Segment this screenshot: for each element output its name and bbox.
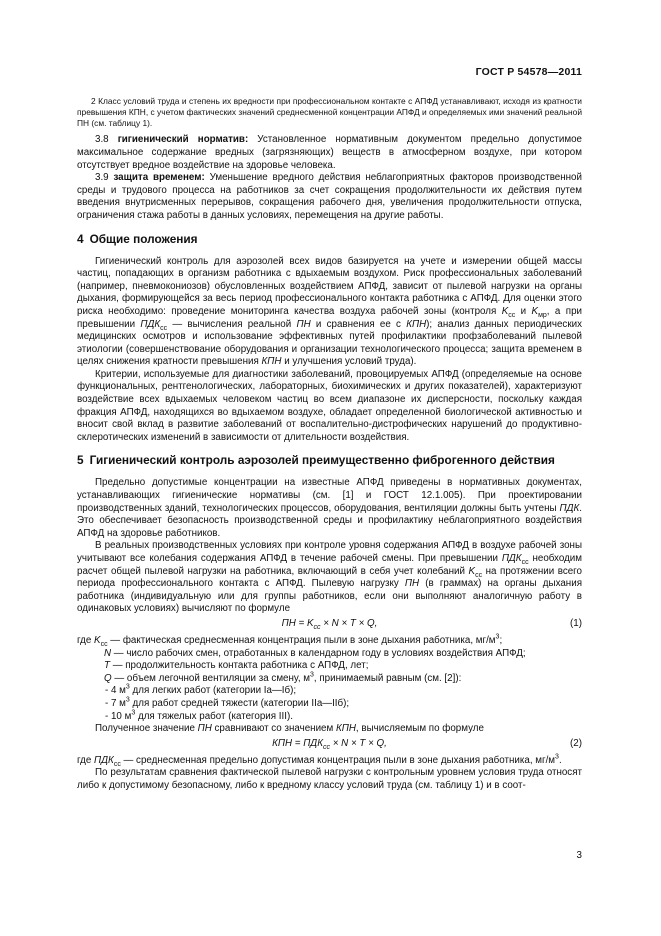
section-title: Общие положения: [89, 231, 198, 246]
formula-number: (1): [570, 617, 582, 629]
section-title: Гигиенический контроль аэрозолей преимущественно фиброгенного действия: [89, 453, 555, 468]
list-item: - 7 $м^3$ для работ средней тяжести (категории IIа—IIб);: [105, 696, 350, 709]
definition-term: защита временем:: [113, 172, 205, 184]
page-number: 3: [576, 850, 582, 861]
document-body: [77, 96, 582, 793]
table-note: 2 Класс условий труда и степень их вредности при профессиональном контакте с АПФД устанавливают, исходя из кратности превышения КПН, с учетом фактических значений среднесменной концентрации АПФД и определяемых ими значений реальной ПН (см. таблицу 1).: [77, 96, 582, 128]
definition-N: N — число рабочих смен, отработанных в календарном году в условиях воздействия АПФД;: [104, 647, 526, 659]
section-4-heading: [77, 232, 582, 247]
definition-text: Уменьшение вредного действия неблагоприятных факторов производственной среды и трудового процесса на работников за счет сокращения продолжительности их действия путем введения внутрисменных перерывов, сокращения рабочего дня, увеличения продолжительности отпуска, ограничения стажа работы в данных условиях, перемещения на другие работы.: [77, 172, 582, 221]
list-item: - 10 $м^3$ для тяжелых работ (категория III).: [105, 709, 293, 722]
section-5-paragraph-3: Полученное значение ПН сравнивают со значением КПН, вычисляемым по формуле: [95, 723, 484, 735]
formula-2: [77, 738, 582, 753]
document-header: ГОСТ Р 54578—2011: [475, 66, 582, 78]
formula-expression: КПН = $ПДК_{сс} \times N \times T \times Q$,: [272, 737, 387, 751]
section-5-paragraph-2: В реальных производственных условиях при контроле уровня содержания АПФД в воздухе рабочей зоны учитывают все колебания содержания АПФД в течение рабочей смены. При превышении $ПДК_{сс}$ необходим расчет общей пылевой нагрузки на работника, включающий в себя учет колебаний $K_{сс}$ на протяжении всего периода профессионального контакта с АПФД. Пылевую нагрузку ПН (в граммах) на органы дыхания работника (индивидуальную или для группы работников, если они выполняют аналогичную работу в одинаковых условиях) вычисляют по формуле: [77, 540, 582, 615]
formula-1: [77, 618, 582, 633]
definition-Q: Q — объем легочной вентиляции за смену, $м^3$, принимаемый равным (см. [2]):: [104, 671, 462, 684]
section-number: 4: [77, 231, 84, 246]
section-4-paragraph-1: Гигиенический контроль для аэрозолей всех видов базируется на учете и измерении общей массы частиц, попадающих в организм работника с вдыхаемым воздухом. Риск профессиональных заболеваний (например, пневмокониозов) обусловленных воздействием АПФД, зависит от пылевой нагрузки на органы дыхания, формирующейся за весь период профессионального контакта работника с АПФД. Для оценки этого риска необходимо: проведение мониторинга качества воздуха рабочей зоны (контроля $K_{сс}$ и $K_{мр}$, а при превышении $ПДК_{сс}$ — вычисления реальной ПН и сравнения ее с КПН); анализ данных периодических медицинских осмотров и использование эффективных путей профилактики профзаболеваний пылевой этиологии (совершенствование оборудования и организации технологического процесса; защита временем в целях снижения кратности превышения КПН и улучшения условий труда).: [77, 255, 582, 368]
section-5-paragraph-1: Предельно допустимые концентрации на известные АПФД приведены в нормативных документах, устанавливающих гигиенические нормативы (см. [1] и ГОСТ 12.1.005). При проектировании производственных зданий, технологических процессов, оборудования, вентиляции должны быть учтены ПДК. Это обеспечивает безопасность производственной среды и профилактику неблагоприятного воздействия АПФД на здоровье работников.: [77, 477, 582, 539]
formula-number: (2): [570, 737, 582, 749]
section-number: 5: [77, 453, 84, 468]
formula-expression: ПН = $K_{сс} \times N \times T \times Q$,: [281, 617, 378, 631]
formula-1-definitions: [77, 648, 582, 724]
section-5-heading: [77, 453, 582, 468]
definition-3-8: [77, 134, 582, 172]
definition-number: 3.8: [95, 134, 109, 146]
definition-3-9: [77, 172, 582, 222]
definition-T: T — продолжительность контакта работника с АПФД, лет;: [104, 660, 369, 672]
section-4-paragraph-2: Критерии, используемые для диагностики заболеваний, провоцируемых АПФД (определяемые на основе функциональных, рентгенологических, лабораторных, биохимических и других показателей), характеризуют воздействие всех вдыхаемых человеком частиц во всем диапазоне их дисперсности, поскольку каждая фракция АПФД, находящихся во вдыхаемом воздухе, обладает определенной биологической активностью и вносит свой вклад в развитие заболеваний от воспалительно-дистрофических нарушений до продуктивно-склеротических изменений в зависимости от длительности воздействия.: [77, 368, 582, 443]
list-item: - 4 $м^3$ для легких работ (категории Iа—Iб);: [105, 684, 297, 697]
definition-term: гигиенический норматив:: [117, 134, 249, 146]
definition-number: 3.9: [95, 172, 109, 184]
formula-2-where: где $ПДК_{сс}$ — среднесменная предельно допустимая концентрация пыли в зоне дыхания работника, $мг/м^3$.: [77, 753, 562, 768]
formula-1-where: где $K_{сс}$ — фактическая среднесменная концентрация пыли в зоне дыхания работника, $мг/м^3$;: [77, 633, 503, 648]
section-5-paragraph-4: По результатам сравнения фактической пылевой нагрузки с контрольным уровнем условия труда относят либо к допустимому безопасному, либо к вредному классу условий труда (см. таблицу 1) и в соот-: [77, 767, 582, 791]
definition-text: Установленное нормативным документом предельно допустимое максимальное содержание вредных (загрязняющих) веществ в атмосферном воздухе, при котором отсутствует вредное воздействие на здоровье человека.: [77, 134, 582, 171]
